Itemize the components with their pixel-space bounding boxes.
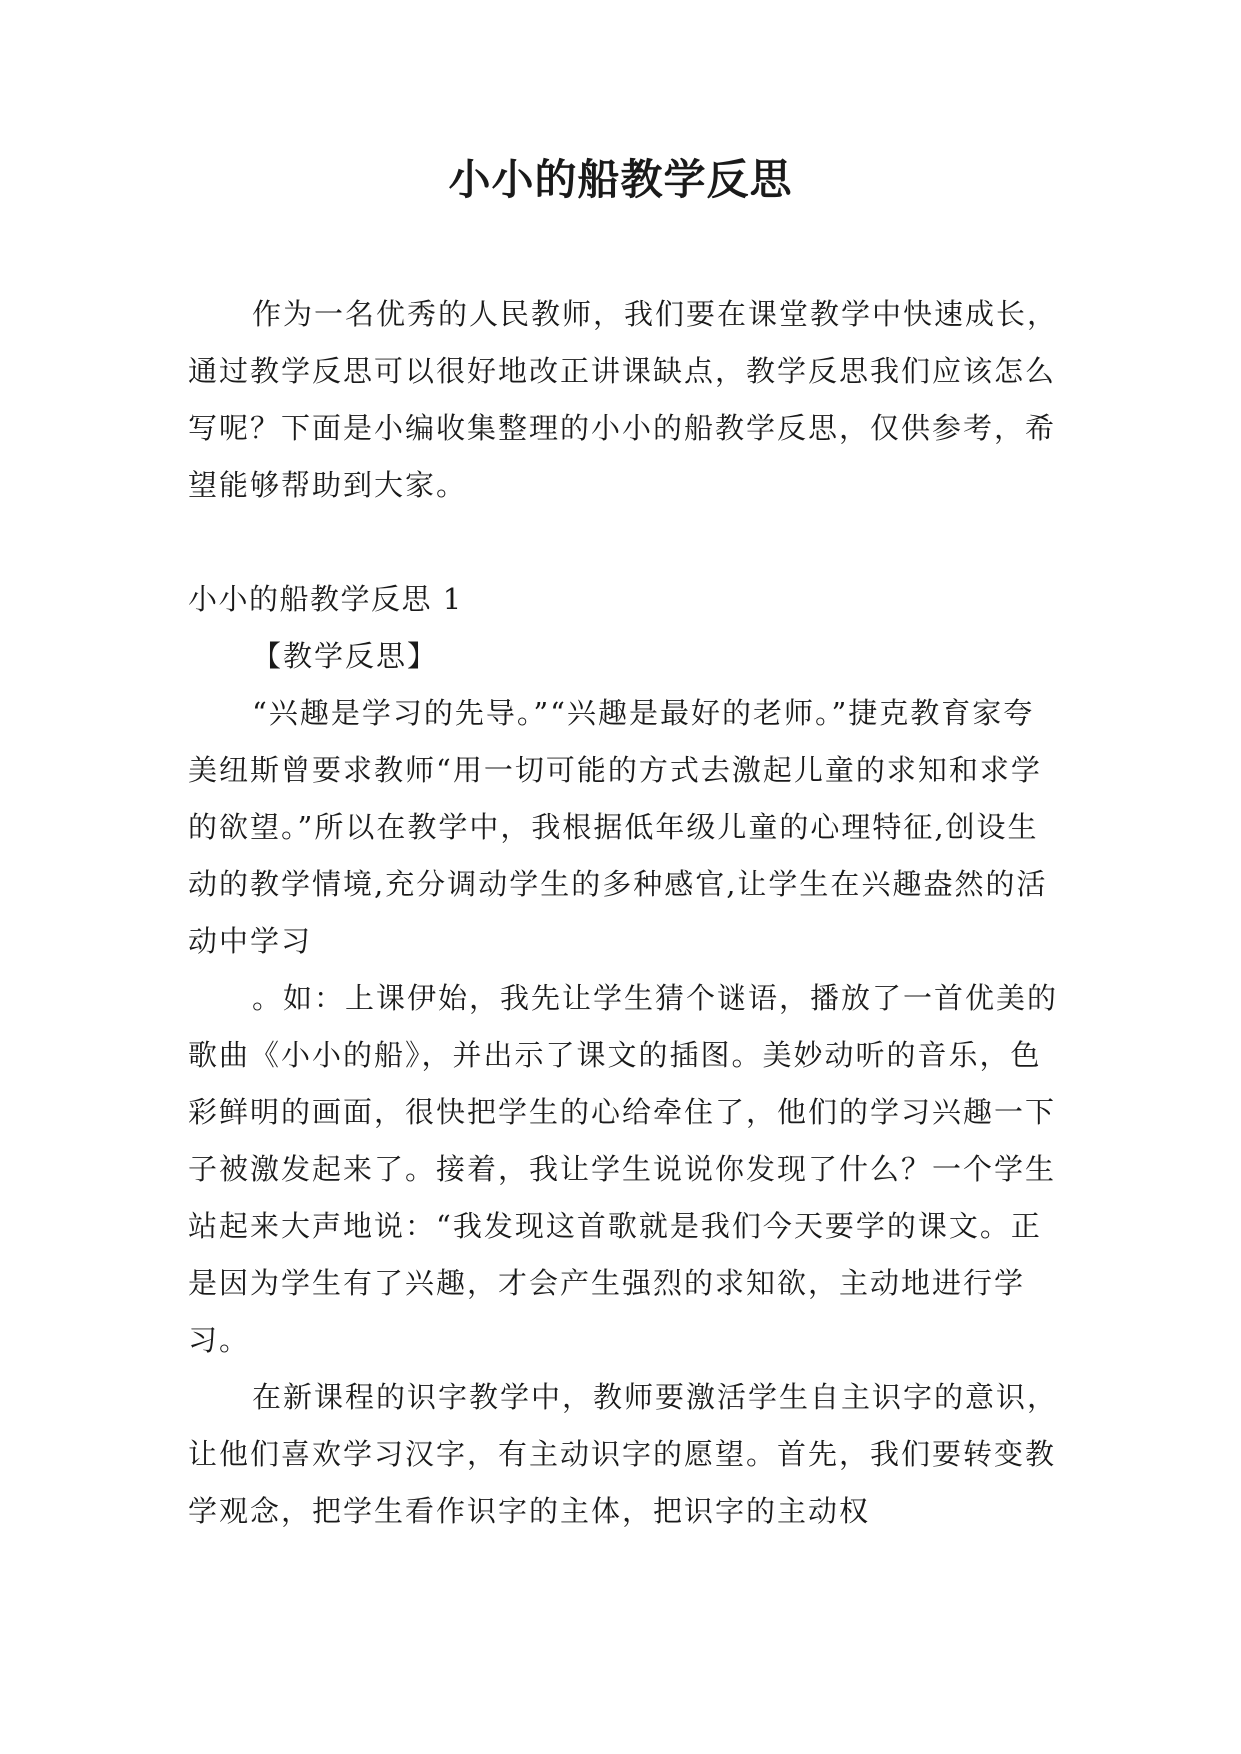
intro-paragraph: 作为一名优秀的人民教师，我们要在课堂教学中快速成长，通过教学反思可以很好地改正讲课缺点，教学反思我们应该怎么写呢？下面是小编收集整理的小小的船教学反思，仅供参考，希望能够帮助到大家。	[188, 297, 1059, 502]
body-paragraph: “兴趣是学习的先导。”“兴趣是最好的老师。”捷克教育家夸美纽斯曾要求教师“用一切可能的方式去激起儿童的求知和求学的欲望。”所以在教学中，我根据低年级儿童的心理特征,创设生动的教学情境,充分调动学生的多种感官,让学生在兴趣盎然的活动中学习	[188, 696, 1048, 958]
bracket-heading: 【教学反思】	[252, 639, 439, 673]
body-paragraph: 。如：上课伊始，我先让学生猜个谜语，播放了一首优美的歌曲《小小的船》，并出示了课文的插图。美妙动听的音乐，色彩鲜明的画面，很快把学生的心给牵住了，他们的学习兴趣一下子被激发起来了。接着，我让学生说说你发现了什么？一个学生站起来大声地说：“我发现这首歌就是我们今天要学的课文。正是因为学生有了兴趣，才会产生强烈的求知欲，主动地进行学习。	[188, 981, 1059, 1357]
section-heading: 小小的船教学反思 1	[188, 582, 463, 616]
document-body	[188, 286, 1058, 1540]
body-paragraph: 在新课程的识字教学中，教师要激活学生自主识字的意识，让他们喜欢学习汉字，有主动识字的愿望。首先，我们要转变教学观念，把学生看作识字的主体，把识字的主动权	[188, 1380, 1059, 1528]
document-title: 小小的船教学反思	[448, 155, 793, 204]
